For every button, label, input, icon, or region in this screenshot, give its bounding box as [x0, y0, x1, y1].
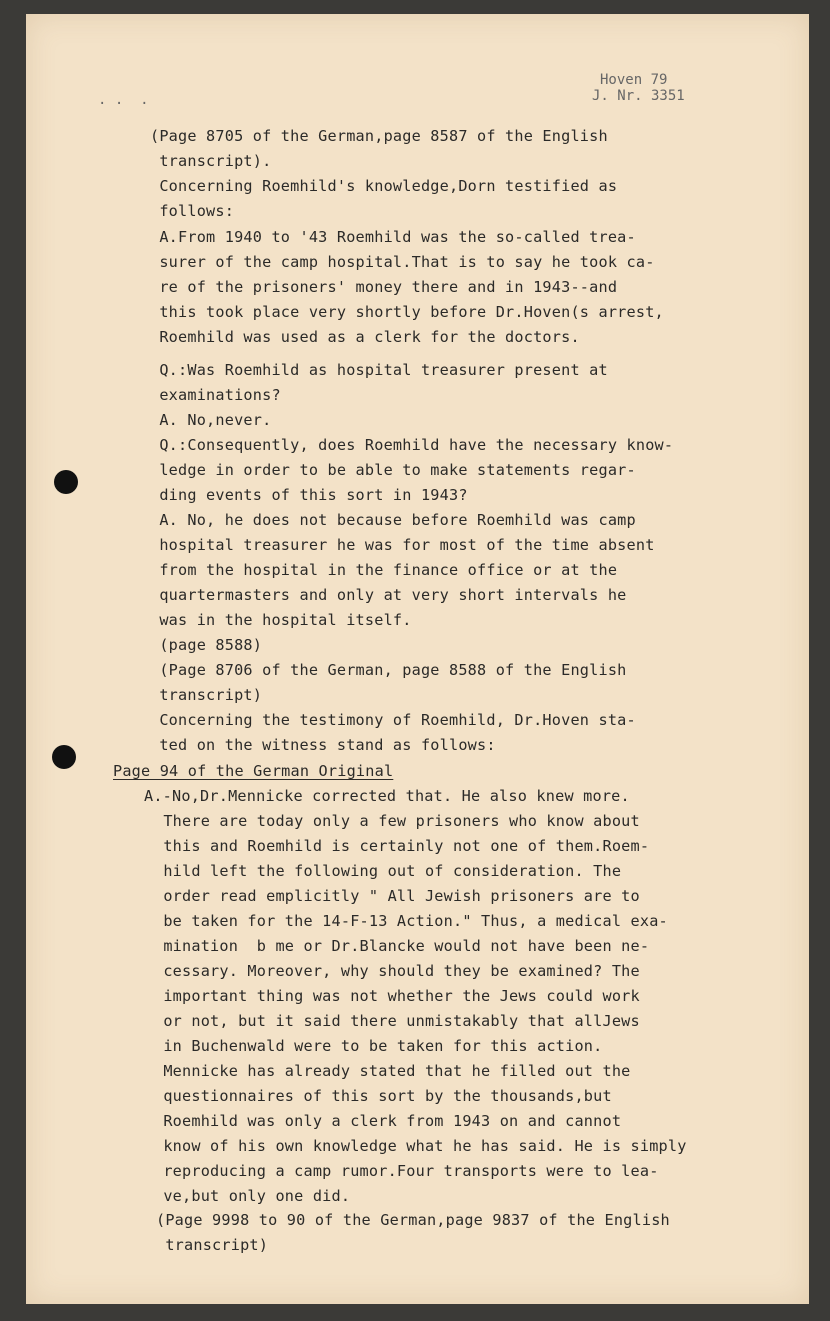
text-line: hild left the following out of consideration. The [154, 862, 622, 880]
text-line: transcript). [150, 152, 272, 170]
text-line: (Page 8705 of the German,page 8587 of the English [150, 127, 608, 145]
text-line: surer of the camp hospital.That is to say he took ca- [150, 253, 655, 271]
text-line: (Page 9998 to 90 of the German,page 9837 of the English [156, 1211, 670, 1229]
text-line: this and Roemhild is certainly not one of them.Roem- [154, 837, 650, 855]
text-line: ted on the witness stand as follows: [150, 736, 496, 754]
text-line: (Page 8706 of the German, page 8588 of the English [150, 661, 627, 679]
text-line: A. No,never. [150, 411, 272, 429]
text-line: A. No, he does not because before Roemhild was camp [150, 511, 636, 529]
text-line: examinations? [150, 386, 281, 404]
text-line: Mennicke has already stated that he filled out the [154, 1062, 631, 1080]
text-line: this took place very shortly before Dr.Hoven(s arrest, [150, 303, 664, 321]
margin-mark: . . . [98, 92, 149, 108]
text-line: questionnaires of this sort by the thousands,but [154, 1087, 612, 1105]
text-line: know of his own knowledge what he has said. He is simply [154, 1137, 687, 1155]
text-line: A.From 1940 to '43 Roemhild was the so-called trea- [150, 228, 636, 246]
text-line: transcript) [156, 1236, 269, 1254]
text-line: hospital treasurer he was for most of the time absent [150, 536, 655, 554]
text-line: Roemhild was only a clerk from 1943 on and cannot [154, 1112, 622, 1130]
text-line: ding events of this sort in 1943? [150, 486, 468, 504]
text-line: ledge in order to be able to make statements regar- [150, 461, 636, 479]
text-line: from the hospital in the finance office or at the [150, 561, 618, 579]
text-line: order read emplicitly " All Jewish prisoners are to [154, 887, 640, 905]
text-line: ve,but only one did. [154, 1187, 351, 1205]
text-line: Roemhild was used as a clerk for the doctors. [150, 328, 580, 346]
text-line: reproducing a camp rumor.Four transports were to lea- [154, 1162, 659, 1180]
text-line: (page 8588) [150, 636, 263, 654]
file-number: J. Nr. 3351 [592, 88, 685, 104]
text-line: Concerning the testimony of Roemhild, Dr.Hoven sta- [150, 711, 636, 729]
text-line: in Buchenwald were to be taken for this action. [154, 1037, 603, 1055]
text-line: A.-No,Dr.Mennicke corrected that. He also knew more. [144, 787, 630, 805]
text-line: or not, but it said there unmistakably that allJews [154, 1012, 640, 1030]
text-line: important thing was not whether the Jews could work [154, 987, 640, 1005]
text-line: be taken for the 14-F-13 Action." Thus, a medical exa- [154, 912, 668, 930]
text-line: quartermasters and only at very short intervals he [150, 586, 627, 604]
text-line: transcript) [150, 686, 263, 704]
text-line: cessary. Moreover, why should they be examined? The [154, 962, 640, 980]
text-line: was in the hospital itself. [150, 611, 412, 629]
text-line: Q.:Consequently, does Roemhild have the necessary know- [150, 436, 674, 454]
text-line: Concerning Roemhild's knowledge,Dorn testified as [150, 177, 618, 195]
text-line: re of the prisoners' money there and in 1943--and [150, 278, 618, 296]
text-line: mination b me or Dr.Blancke would not have been ne- [154, 937, 650, 955]
page-marker-heading: Page 94 of the German Original [113, 762, 394, 780]
punch-hole [52, 745, 76, 769]
text-line: follows: [150, 202, 235, 220]
text-line: There are today only a few prisoners who know about [154, 812, 640, 830]
text-line: Q.:Was Roemhild as hospital treasurer present at [150, 361, 608, 379]
document-page [26, 14, 809, 1304]
page-reference: Hoven 79 [600, 72, 668, 88]
punch-hole [54, 470, 78, 494]
